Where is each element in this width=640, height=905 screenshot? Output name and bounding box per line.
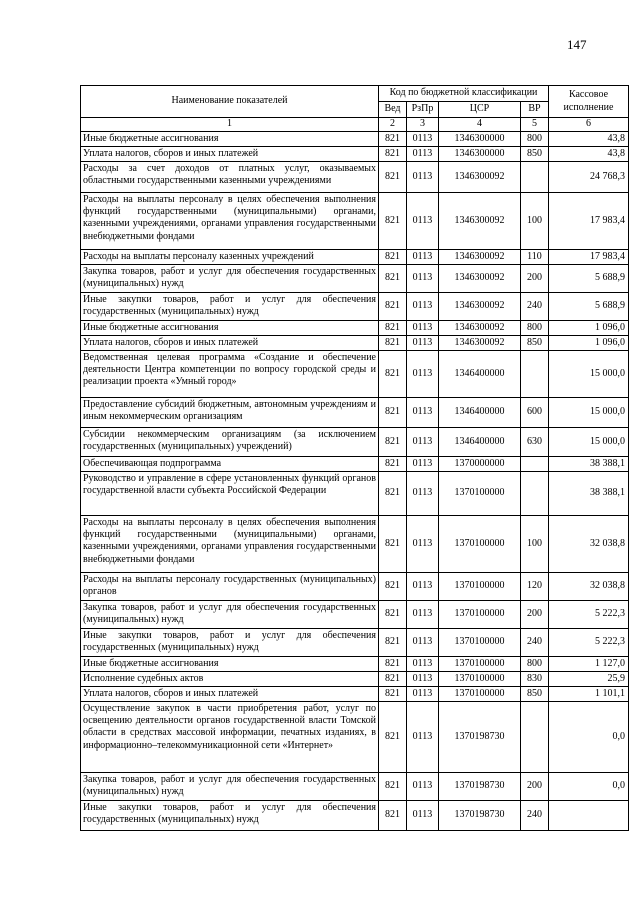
table-row — [81, 336, 629, 351]
row-rzpr: 0113 — [407, 672, 439, 687]
row-ved: 821 — [379, 687, 407, 702]
row-csr: 1346300092 — [439, 321, 521, 336]
table-row — [81, 687, 629, 702]
row-csr: 1370198730 — [439, 773, 521, 801]
row-vr — [521, 472, 549, 516]
header-ved: Вед — [379, 102, 407, 118]
row-cash: 1 127,0 — [549, 657, 629, 672]
row-rzpr: 0113 — [407, 657, 439, 672]
row-vr — [521, 457, 549, 472]
row-name: Иные бюджетные ассигнования — [81, 132, 379, 147]
row-ved: 821 — [379, 573, 407, 601]
table-row — [81, 162, 629, 193]
row-name: Иные закупки товаров, работ и услуг для обеспечения государственных (муниципальных) нужд — [81, 293, 379, 321]
row-cash: 5 688,9 — [549, 265, 629, 293]
row-vr — [521, 351, 549, 398]
row-ved: 821 — [379, 265, 407, 293]
row-csr: 1370100000 — [439, 672, 521, 687]
row-name: Расходы за счет доходов от платных услуг, оказываемых областными государственными казенными учреждениями — [81, 162, 379, 193]
row-csr: 1346300092 — [439, 162, 521, 193]
row-ved: 821 — [379, 250, 407, 265]
row-csr: 1370100000 — [439, 573, 521, 601]
row-name: Иные закупки товаров, работ и услуг для обеспечения государственных (муниципальных) нужд — [81, 629, 379, 657]
row-csr: 1370100000 — [439, 601, 521, 629]
row-csr: 1346400000 — [439, 351, 521, 398]
table-row — [81, 321, 629, 336]
row-rzpr: 0113 — [407, 351, 439, 398]
row-vr: 850 — [521, 147, 549, 162]
row-ved: 821 — [379, 398, 407, 428]
table-row — [81, 573, 629, 601]
row-vr: 800 — [521, 132, 549, 147]
row-name: Осуществление закупок в части приобретения работ, услуг по освещению деятельности органов государственной власти Томской области в средствах массовой информации, печатных изданиях, в информационно–телекоммуникационной сети «Интернет» — [81, 702, 379, 773]
row-ved: 821 — [379, 601, 407, 629]
row-ved: 821 — [379, 457, 407, 472]
header-code-group: Код по бюджетной классификации — [379, 86, 549, 102]
row-rzpr: 0113 — [407, 293, 439, 321]
header-csr: ЦСР — [439, 102, 521, 118]
row-name: Предоставление субсидий бюджетным, автономным учреждениям и иным некоммерческим организациям — [81, 398, 379, 428]
row-rzpr: 0113 — [407, 398, 439, 428]
row-rzpr: 0113 — [407, 132, 439, 147]
row-rzpr: 0113 — [407, 250, 439, 265]
row-name: Расходы на выплаты персоналу в целях обеспечения выполнения функций государственными (муниципальными) органами, казенными учреждениями, органами управления государственными внебюджетными фондами — [81, 193, 379, 250]
column-number: 3 — [407, 118, 439, 132]
row-cash: 0,0 — [549, 773, 629, 801]
row-csr: 1370198730 — [439, 801, 521, 831]
row-cash: 43,8 — [549, 147, 629, 162]
row-ved: 821 — [379, 351, 407, 398]
row-vr — [521, 162, 549, 193]
table-row — [81, 457, 629, 472]
row-ved: 821 — [379, 336, 407, 351]
row-vr: 850 — [521, 336, 549, 351]
column-number: 1 — [81, 118, 379, 132]
table-row — [81, 773, 629, 801]
row-rzpr: 0113 — [407, 428, 439, 457]
row-ved: 821 — [379, 702, 407, 773]
row-cash: 1 096,0 — [549, 336, 629, 351]
row-name: Исполнение судебных актов — [81, 672, 379, 687]
row-vr: 240 — [521, 801, 549, 831]
row-cash: 32 038,8 — [549, 573, 629, 601]
row-name: Уплата налогов, сборов и иных платежей — [81, 336, 379, 351]
table-row — [81, 601, 629, 629]
row-cash: 38 388,1 — [549, 472, 629, 516]
row-csr: 1370100000 — [439, 472, 521, 516]
row-vr: 240 — [521, 293, 549, 321]
row-cash: 5 222,3 — [549, 629, 629, 657]
row-ved: 821 — [379, 472, 407, 516]
row-name: Обеспечивающая подпрограмма — [81, 457, 379, 472]
column-number: 4 — [439, 118, 521, 132]
row-name: Иные закупки товаров, работ и услуг для обеспечения государственных (муниципальных) нужд — [81, 801, 379, 831]
row-vr: 240 — [521, 629, 549, 657]
table-row — [81, 629, 629, 657]
row-ved: 821 — [379, 293, 407, 321]
row-cash: 32 038,8 — [549, 516, 629, 573]
table-header — [81, 86, 629, 132]
table-row — [81, 147, 629, 162]
header-name: Наименование показателей — [81, 86, 379, 118]
row-cash: 5 688,9 — [549, 293, 629, 321]
row-cash: 1 101,1 — [549, 687, 629, 702]
row-vr: 830 — [521, 672, 549, 687]
budget-table — [80, 85, 629, 831]
table-row — [81, 428, 629, 457]
row-csr: 1346300092 — [439, 265, 521, 293]
row-csr: 1370100000 — [439, 629, 521, 657]
table-row — [81, 250, 629, 265]
row-ved: 821 — [379, 657, 407, 672]
row-ved: 821 — [379, 147, 407, 162]
table-row — [81, 801, 629, 831]
row-ved: 821 — [379, 629, 407, 657]
page-number: 147 — [567, 37, 587, 52]
row-name: Иные бюджетные ассигнования — [81, 321, 379, 336]
row-name: Расходы на выплаты персоналу государственных (муниципальных) органов — [81, 573, 379, 601]
row-name: Закупка товаров, работ и услуг для обеспечения государственных (муниципальных) нужд — [81, 265, 379, 293]
row-csr: 1370198730 — [439, 702, 521, 773]
column-number: 5 — [521, 118, 549, 132]
row-rzpr: 0113 — [407, 687, 439, 702]
row-cash: 24 768,3 — [549, 162, 629, 193]
row-vr: 100 — [521, 516, 549, 573]
row-name: Ведомственная целевая программа «Создание и обеспечение деятельности Центра компетенции по вопросу городской среды и реализации проекта «Умный город» — [81, 351, 379, 398]
table-row — [81, 398, 629, 428]
row-ved: 821 — [379, 672, 407, 687]
row-csr: 1346300092 — [439, 250, 521, 265]
row-cash: 0,0 — [549, 702, 629, 773]
row-name: Иные бюджетные ассигнования — [81, 657, 379, 672]
row-cash: 25,9 — [549, 672, 629, 687]
row-ved: 821 — [379, 321, 407, 336]
row-ved: 821 — [379, 773, 407, 801]
row-csr: 1346400000 — [439, 398, 521, 428]
row-name: Расходы на выплаты персоналу в целях обеспечения выполнения функций государственными (муниципальными) органами, казенными учреждениями, органами управления государственными внебюджетными фондами — [81, 516, 379, 573]
row-rzpr: 0113 — [407, 336, 439, 351]
table-row — [81, 702, 629, 773]
row-rzpr: 0113 — [407, 601, 439, 629]
row-vr: 850 — [521, 687, 549, 702]
column-number: 2 — [379, 118, 407, 132]
table-row — [81, 672, 629, 687]
row-vr: 600 — [521, 398, 549, 428]
table-row — [81, 472, 629, 516]
row-vr: 120 — [521, 573, 549, 601]
row-vr: 800 — [521, 321, 549, 336]
row-csr: 1370100000 — [439, 687, 521, 702]
row-name: Субсидии некоммерческим организациям (за исключением государственных (муниципальных) учреждений) — [81, 428, 379, 457]
table-row — [81, 265, 629, 293]
table-body — [81, 132, 629, 831]
table-row — [81, 132, 629, 147]
row-csr: 1346400000 — [439, 428, 521, 457]
row-cash — [549, 801, 629, 831]
row-cash: 17 983,4 — [549, 250, 629, 265]
row-rzpr: 0113 — [407, 147, 439, 162]
row-vr — [521, 702, 549, 773]
row-vr: 800 — [521, 657, 549, 672]
table-row — [81, 293, 629, 321]
row-rzpr: 0113 — [407, 801, 439, 831]
row-name: Уплата налогов, сборов и иных платежей — [81, 687, 379, 702]
row-csr: 1346300092 — [439, 293, 521, 321]
row-csr: 1346300092 — [439, 193, 521, 250]
row-rzpr: 0113 — [407, 457, 439, 472]
row-rzpr: 0113 — [407, 265, 439, 293]
header-cash: Кассовое исполнение — [549, 86, 629, 118]
row-cash: 17 983,4 — [549, 193, 629, 250]
row-ved: 821 — [379, 801, 407, 831]
row-name: Расходы на выплаты персоналу казенных учреждений — [81, 250, 379, 265]
row-cash: 15 000,0 — [549, 398, 629, 428]
row-vr: 630 — [521, 428, 549, 457]
row-vr: 200 — [521, 265, 549, 293]
row-csr: 1346300092 — [439, 336, 521, 351]
row-vr: 200 — [521, 773, 549, 801]
row-vr: 100 — [521, 193, 549, 250]
row-cash: 15 000,0 — [549, 351, 629, 398]
row-ved: 821 — [379, 516, 407, 573]
row-rzpr: 0113 — [407, 321, 439, 336]
row-rzpr: 0113 — [407, 773, 439, 801]
row-vr: 110 — [521, 250, 549, 265]
row-name: Руководство и управление в сфере установленных функций органов государственной власти субъекта Российской Федерации — [81, 472, 379, 516]
table-row — [81, 193, 629, 250]
table-row — [81, 351, 629, 398]
row-ved: 821 — [379, 132, 407, 147]
row-rzpr: 0113 — [407, 629, 439, 657]
table-row — [81, 657, 629, 672]
column-number: 6 — [549, 118, 629, 132]
header-rzpr: РзПр — [407, 102, 439, 118]
row-csr: 1370100000 — [439, 516, 521, 573]
header-vr: ВР — [521, 102, 549, 118]
row-cash: 38 388,1 — [549, 457, 629, 472]
row-cash: 15 000,0 — [549, 428, 629, 457]
row-name: Уплата налогов, сборов и иных платежей — [81, 147, 379, 162]
row-rzpr: 0113 — [407, 162, 439, 193]
row-rzpr: 0113 — [407, 702, 439, 773]
row-rzpr: 0113 — [407, 573, 439, 601]
row-rzpr: 0113 — [407, 472, 439, 516]
row-csr: 1370000000 — [439, 457, 521, 472]
row-vr: 200 — [521, 601, 549, 629]
row-rzpr: 0113 — [407, 516, 439, 573]
row-ved: 821 — [379, 428, 407, 457]
row-cash: 43,8 — [549, 132, 629, 147]
row-csr: 1370100000 — [439, 657, 521, 672]
row-cash: 5 222,3 — [549, 601, 629, 629]
table-row — [81, 516, 629, 573]
row-name: Закупка товаров, работ и услуг для обеспечения государственных (муниципальных) нужд — [81, 773, 379, 801]
row-csr: 1346300000 — [439, 147, 521, 162]
row-rzpr: 0113 — [407, 193, 439, 250]
row-ved: 821 — [379, 162, 407, 193]
row-csr: 1346300000 — [439, 132, 521, 147]
row-ved: 821 — [379, 193, 407, 250]
row-cash: 1 096,0 — [549, 321, 629, 336]
row-name: Закупка товаров, работ и услуг для обеспечения государственных (муниципальных) нужд — [81, 601, 379, 629]
